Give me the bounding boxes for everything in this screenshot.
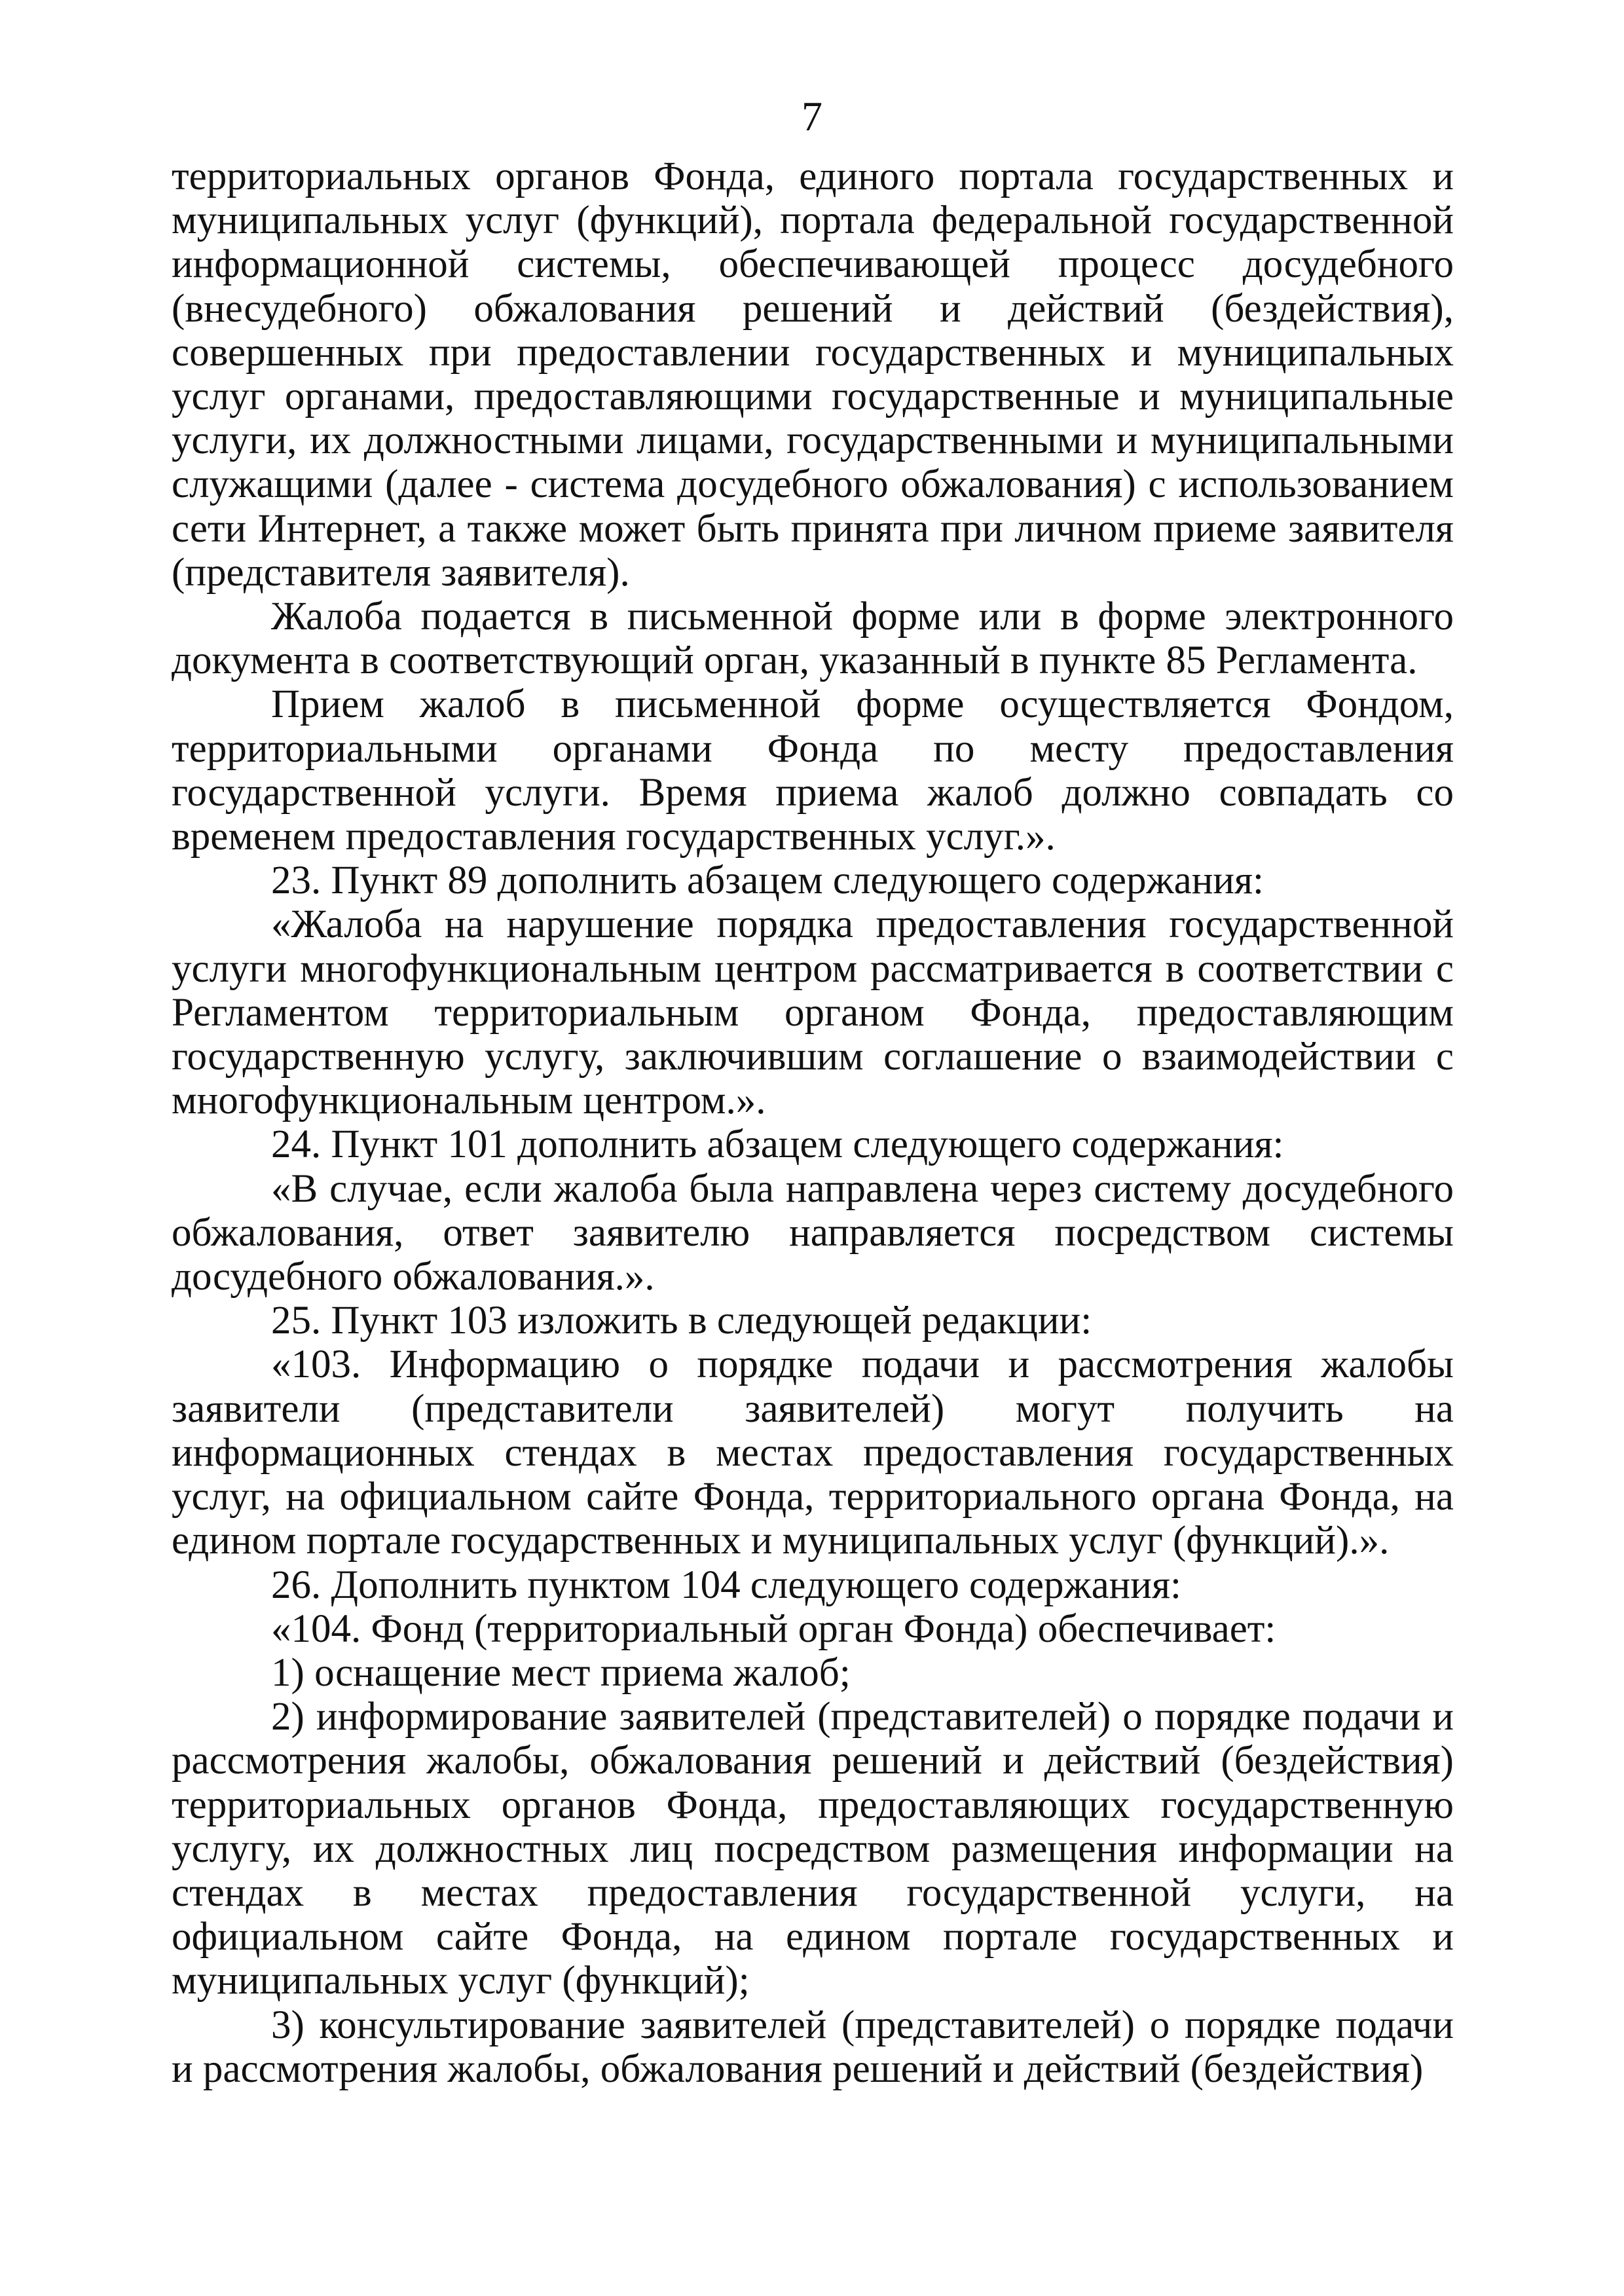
paragraph-item-24-text: «В случае, если жалоба была направлена через систему досудебного обжалования, ответ заявителю направляется посредством системы досудебного обжалования.».: [172, 1166, 1454, 1299]
paragraph-item-23: 23. Пункт 89 дополнить абзацем следующего содержания:: [271, 859, 1264, 903]
paragraph-item-24: 24. Пункт 101 дополнить абзацем следующего содержания:: [271, 1122, 1284, 1167]
paragraph-subitem-1: 1) оснащение мест приема жалоб;: [271, 1650, 851, 1695]
paragraph-item-25: 25. Пункт 103 изложить в следующей редакции:: [271, 1299, 1092, 1343]
paragraph-complaint-form: Жалоба подается в письменной форме или в форме электронного документа в соответствующий орган, указанный в пункте 85 Регламента.: [172, 595, 1454, 683]
paragraph-item-104: «104. Фонд (территориальный орган Фонда) обеспечивает:: [271, 1606, 1276, 1651]
paragraph-subitem-2: 2) информирование заявителей (представителей) о порядке подачи и рассмотрения жалобы, обжалования решений и действий (бездействия) территориальных органов Фонда, предоставляющих государственную услугу, их должностных лиц посредством размещения информации на стендах в местах предоставления государственной услуги, на официальном сайте Фонда, на едином портале государственных и муниципальных услуг (функций);: [172, 1695, 1454, 2003]
paragraph-item-25-text: «103. Информацию о порядке подачи и рассмотрения жалобы заявители (представители заявителей) могут получить на информационных стендах в местах предоставления государственных услуг, на официальном сайте Фонда, территориального органа Фонда, на едином портале государственных и муниципальных услуг (функций).».: [172, 1342, 1454, 1563]
paragraph-item-23-text: «Жалоба на нарушение порядка предоставления государственной услуги многофункциональным центром рассматривается в соответствии с Регламентом территориальным органом Фонда, предоставляющим государственную услугу, заключившим соглашение о взаимодействии с многофункциональным центром.».: [172, 902, 1454, 1123]
paragraph-complaint-reception: Прием жалоб в письменной форме осуществляется Фондом, территориальными органами Фонда по месту предоставления государственной услуги. Время приема жалоб должно совпадать со временем предоставления государственных услуг.».: [172, 682, 1454, 859]
paragraph-subitem-3: 3) консультирование заявителей (представителей) о порядке подачи и рассмотрения жалобы, обжалования решений и действий (бездействия): [172, 2003, 1454, 2091]
paragraph-continuation: территориальных органов Фонда, единого портала государственных и муниципальных услуг (функций), портала федеральной государственной информационной системы, обеспечивающей процесс досудебного (внесудебного) обжалования решений и действий (бездействия), совершенных при предоставлении государственных и муниципальных услуг органами, предоставляющими государственные и муниципальные услуги, их должностными лицами, государственными и муниципальными служащими (далее - система досудебного обжалования) с использованием сети Интернет, а также может быть принята при личном приеме заявителя (представителя заявителя).: [172, 155, 1454, 595]
document-body: [172, 155, 1454, 2091]
page-number: 7: [802, 93, 822, 139]
paragraph-item-26: 26. Дополнить пунктом 104 следующего содержания:: [271, 1563, 1181, 1607]
